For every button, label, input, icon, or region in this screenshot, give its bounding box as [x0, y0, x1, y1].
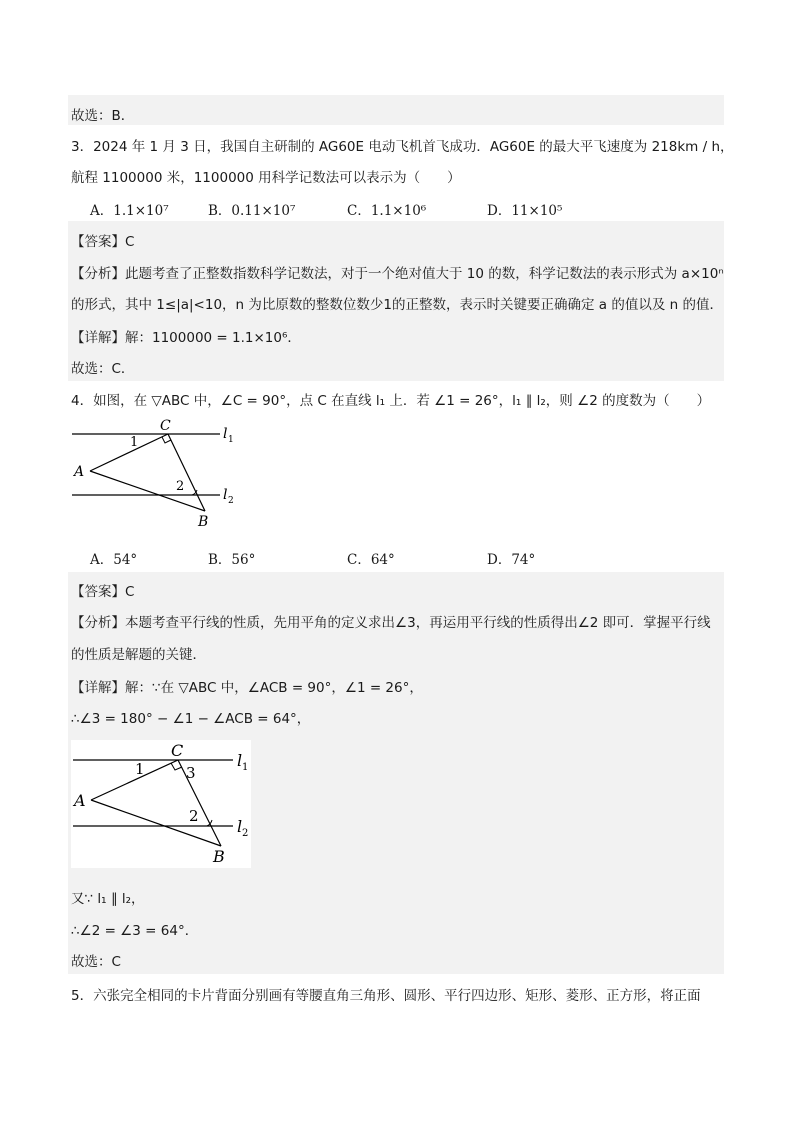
q4-sol-label-l2-sub: 2: [242, 828, 249, 839]
q4-fig-label-c: C: [160, 418, 171, 434]
q4-answer: 【答案】C: [71, 584, 135, 600]
q4-fig-label-2: 2: [176, 479, 185, 494]
q4-analysis-line1: 【分析】本题考查平行线的性质，先用平角的定义求出∠3，再运用平行线的性质得出∠2 即可．掌握平行线: [71, 615, 711, 631]
q4-option-d: D．74°: [487, 552, 536, 568]
q4-detail-line3: 又∵ l₁ ∥ l₂，: [71, 891, 145, 907]
q3-answer: 【答案】C: [71, 234, 135, 250]
q4-sol-label-l1: l: [237, 751, 243, 770]
q3-option-d: D．11×10⁵: [487, 203, 563, 219]
q5-question-line1: 5．六张完全相同的卡片背面分别画有等腰直角三角形、圆形、平行四边形、矩形、菱形、正方形，将正面: [71, 988, 701, 1004]
q4-fig-label-1: 1: [130, 435, 139, 450]
q4-option-c: C．64°: [347, 552, 395, 568]
q4-sol-label-l1-sub: 1: [242, 762, 249, 773]
q4-fig-label-b: B: [198, 514, 209, 530]
q3-choice: 故选：C．: [71, 361, 135, 377]
q3-option-b: B．0.11×10⁷: [208, 203, 296, 219]
q4-sol-label-b: B: [213, 847, 225, 866]
q3-question-line2: 航程 1100000 米，1100000 用科学记数法可以表示为（ ）: [71, 170, 461, 186]
q4-fig-label-l1-sub: 1: [228, 435, 234, 445]
q4-sol-label-l2: l: [237, 817, 243, 836]
q4-fig-label-l2: l: [223, 487, 228, 503]
q3-analysis-line1: 【分析】此题考查了正整数指数科学记数法，对于一个绝对值大于 10 的数，科学记数法的表示形式为 a×10ⁿ: [71, 266, 724, 282]
q4-sol-label-3: 3: [186, 764, 196, 782]
q4-detail-line1: 【详解】解：∵在 ▽ABC 中，∠ACB = 90°，∠1 = 26°，: [71, 680, 423, 696]
q3-analysis-line2: 的形式，其中 1≤|a|<10，n 为比原数的整数位数少1的正整数，表示时关键要正确确定 a 的值以及 n 的值．: [71, 297, 723, 313]
q4-detail-line2: ∴∠3 = 180° − ∠1 − ∠ACB = 64°，: [71, 711, 311, 727]
q4-sol-label-2: 2: [189, 807, 199, 825]
q4-detail-line4: ∴∠2 = ∠3 = 64°．: [71, 923, 199, 939]
q3-option-c: C．1.1×10⁶: [347, 203, 427, 219]
q4-choice: 故选：C: [71, 954, 121, 970]
q4-solution-figure: [71, 740, 251, 868]
q4-sol-label-1: 1: [135, 760, 145, 778]
q3-option-a: A．1.1×10⁷: [90, 203, 169, 219]
q2-end-shade: [68, 95, 724, 125]
q4-option-a: A．54°: [90, 552, 138, 568]
q4-question-line1: 4．如图，在 ▽ABC 中，∠C = 90°，点 C 在直线 l₁ 上．若 ∠1 = 26°，l₁ ∥ l₂，则 ∠2 的度数为（ ）: [71, 393, 711, 409]
q3-detail: 【详解】解：1100000 = 1.1×10⁶．: [71, 330, 301, 346]
q4-sol-label-c: C: [171, 741, 184, 760]
q4-fig-label-l1: l: [223, 426, 228, 442]
q3-question-line1: 3．2024 年 1 月 3 日，我国自主研制的 AG60E 电动飞机首飞成功．AG60E 的最大平飞速度为 218km / h，: [71, 139, 734, 155]
q4-fig-label-a: A: [74, 464, 85, 480]
q4-figure: [70, 418, 250, 533]
q4-sol-label-a: A: [74, 791, 86, 810]
q4-fig-label-l2-sub: 2: [228, 496, 234, 506]
q4-analysis-line2: 的性质是解题的关键．: [71, 647, 206, 663]
q4-option-b: B．56°: [208, 552, 256, 568]
q2-choice: 故选：B．: [71, 108, 135, 124]
